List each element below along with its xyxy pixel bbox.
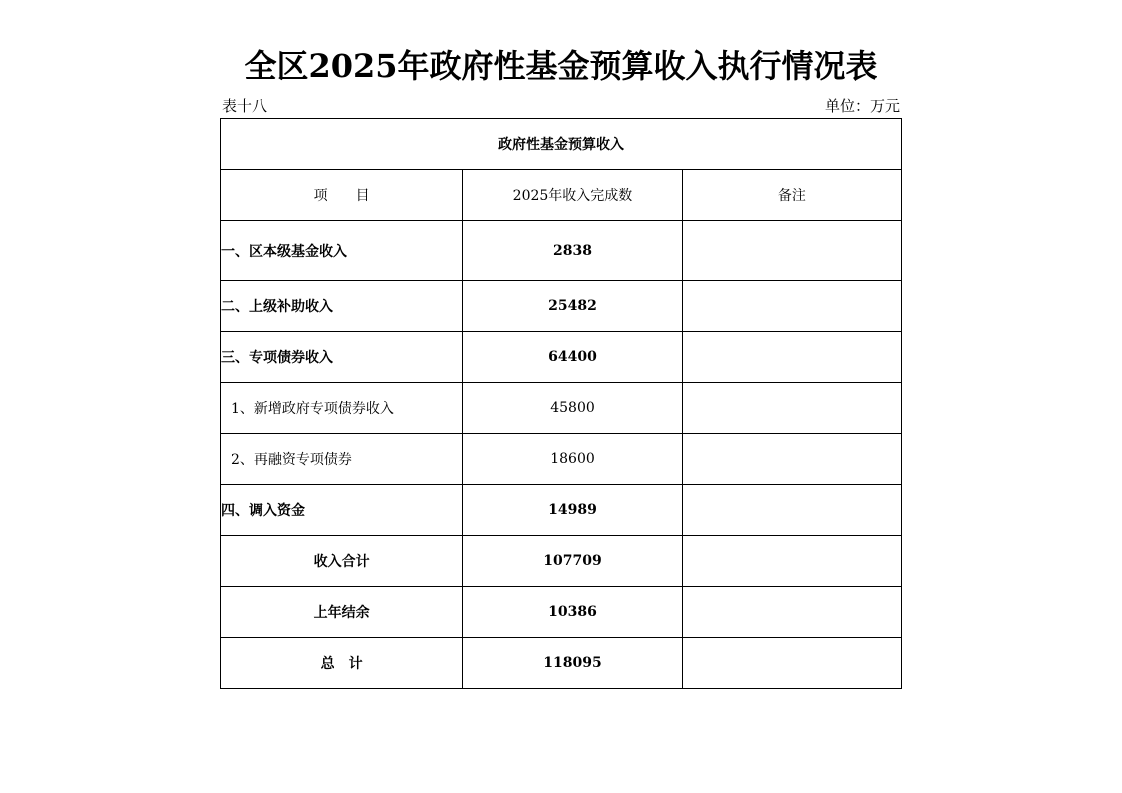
- row-note: [682, 638, 901, 689]
- row-value: 45800: [463, 383, 682, 434]
- row-value: 25482: [463, 281, 682, 332]
- row-note: [682, 221, 901, 281]
- row-item: 三、专项债券收入: [221, 332, 463, 383]
- table-row: [221, 587, 902, 638]
- document-title: 全区2025年政府性基金预算收入执行情况表: [244, 47, 878, 85]
- table-row: [221, 383, 902, 434]
- row-item: 二、上级补助收入: [221, 281, 463, 332]
- table-row: [221, 281, 902, 332]
- table-header-row: [221, 170, 902, 221]
- row-note: [682, 536, 901, 587]
- table-caption-row: [221, 119, 902, 170]
- table-caption: 政府性基金预算收入: [221, 119, 902, 170]
- row-value: 14989: [463, 485, 682, 536]
- row-note: [682, 332, 901, 383]
- row-note: [682, 485, 901, 536]
- row-note: [682, 281, 901, 332]
- unit-label: 单位：万元: [824, 97, 900, 115]
- row-note: [682, 434, 901, 485]
- table-row: [221, 536, 902, 587]
- row-item: 收入合计: [221, 536, 463, 587]
- row-item: 1、新增政府专项债券收入: [221, 383, 463, 434]
- row-item: 四、调入资金: [221, 485, 463, 536]
- row-note: [682, 587, 901, 638]
- header-value: 2025年收入完成数: [463, 170, 682, 221]
- row-value: 64400: [463, 332, 682, 383]
- table-number: 表十八: [222, 97, 268, 115]
- row-value: 2838: [463, 221, 682, 281]
- table-row: [221, 485, 902, 536]
- row-item: 一、区本级基金收入: [221, 221, 463, 281]
- table-row: [221, 332, 902, 383]
- row-item: 总 计: [221, 638, 463, 689]
- row-value: 107709: [463, 536, 682, 587]
- row-value: 10386: [463, 587, 682, 638]
- table-row: [221, 221, 902, 281]
- row-value: 118095: [463, 638, 682, 689]
- revenue-table: [220, 118, 902, 689]
- header-note: 备注: [682, 170, 901, 221]
- row-note: [682, 383, 901, 434]
- table-row: [221, 638, 902, 689]
- row-value: 18600: [463, 434, 682, 485]
- header-item: 项 目: [221, 170, 463, 221]
- table-row: [221, 434, 902, 485]
- row-item: 2、再融资专项债券: [221, 434, 463, 485]
- row-item: 上年结余: [221, 587, 463, 638]
